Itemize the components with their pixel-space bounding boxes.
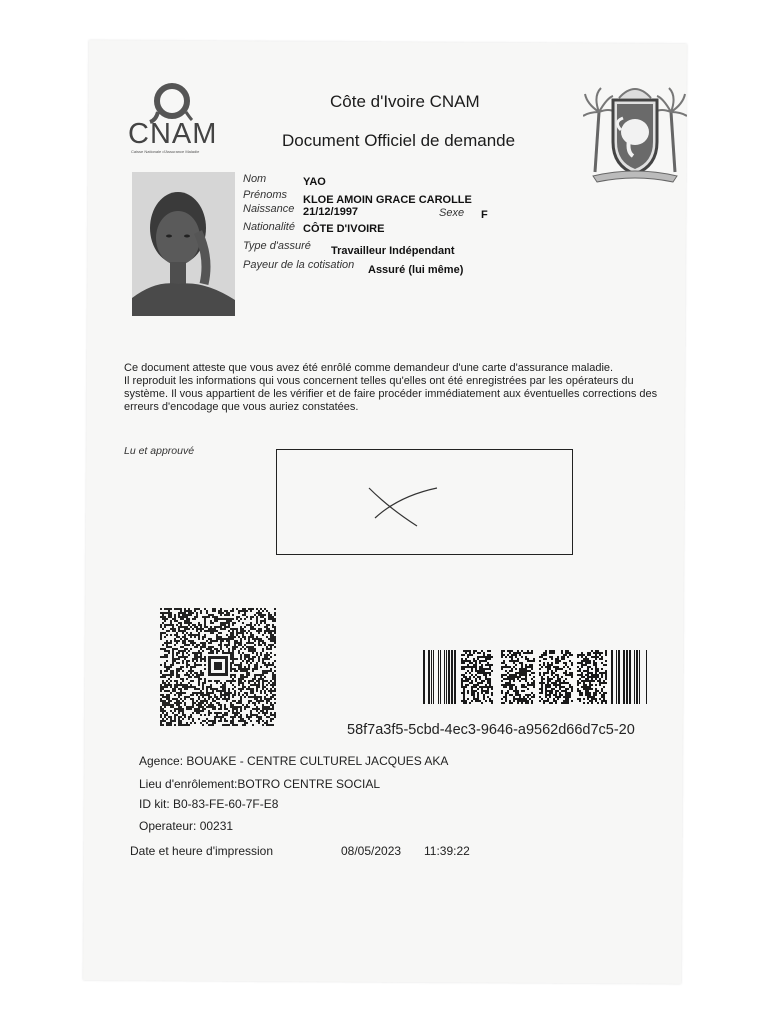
notice-paragraph bbox=[124, 362, 674, 414]
nationalite-value: CÔTE D'IVOIRE bbox=[303, 223, 385, 235]
signature-box bbox=[276, 449, 573, 555]
prenoms-label: Prénoms bbox=[243, 189, 288, 201]
naissance-label: Naissance bbox=[243, 203, 295, 215]
sexe-label: Sexe bbox=[439, 207, 465, 219]
signature-mark bbox=[277, 450, 574, 556]
impression-time: 11:39:22 bbox=[424, 844, 470, 858]
type-assure-label: Type d'assuré bbox=[243, 240, 311, 252]
prenoms-value: KLOE AMOIN GRACE CAROLLE bbox=[303, 194, 472, 206]
nom-value: YAO bbox=[303, 176, 326, 188]
coat-of-arms-emblem bbox=[583, 82, 687, 184]
cnam-logo-subtitle: Caisse Nationale d'Assurance Maladie bbox=[131, 149, 200, 154]
cnam-logo-text: CNAM bbox=[128, 118, 218, 150]
payeur-value: Assuré (lui même) bbox=[368, 264, 464, 276]
operateur-text: Operateur: 00231 bbox=[139, 819, 234, 833]
document-uuid: 58f7a3f5-5cbd-4ec3-9646-a9562d66d7c5-20 bbox=[347, 722, 635, 738]
signature-label: Lu et approuvé bbox=[124, 445, 195, 457]
impression-date: 08/05/2023 bbox=[341, 844, 402, 858]
nom-label: Nom bbox=[243, 173, 267, 185]
qr-code bbox=[160, 608, 276, 726]
notice-line-2: Il reproduit les informations qui vous concernent telles qu'elles ont été enregistrées par les opérateurs du bbox=[124, 375, 634, 387]
sexe-value: F bbox=[481, 209, 488, 221]
naissance-value: 21/12/1997 bbox=[303, 206, 359, 218]
notice-line-4: erreurs d'encodage que vous auriez constatées. bbox=[124, 401, 359, 413]
document-title: Côte d'Ivoire CNAM bbox=[330, 92, 480, 111]
id-kit-text: ID kit: B0-83-FE-60-7F-E8 bbox=[139, 797, 279, 811]
lieu-enrolement-text: Lieu d'enrôlement:BOTRO CENTRE SOCIAL bbox=[139, 777, 381, 791]
payeur-label: Payeur de la cotisation bbox=[243, 259, 355, 271]
notice-line-1: Ce document atteste que vous avez été enrôlé comme demandeur d'une carte d'assurance maladie. bbox=[124, 362, 614, 374]
nationalite-label: Nationalité bbox=[243, 221, 295, 233]
id-photo bbox=[132, 172, 235, 316]
document-subtitle: Document Officiel de demande bbox=[282, 131, 516, 150]
impression-label: Date et heure d'impression bbox=[130, 844, 274, 858]
agence-text: Agence: BOUAKE - CENTRE CULTUREL JACQUES AKA bbox=[139, 754, 449, 768]
notice-line-3: système. Il vous appartient de les vérifier et de faire procéder immédiatement aux éventuelles corrections des bbox=[124, 388, 658, 400]
cnam-logo bbox=[128, 80, 216, 158]
barcode bbox=[421, 650, 647, 704]
type-assure-value: Travailleur Indépendant bbox=[331, 245, 455, 257]
